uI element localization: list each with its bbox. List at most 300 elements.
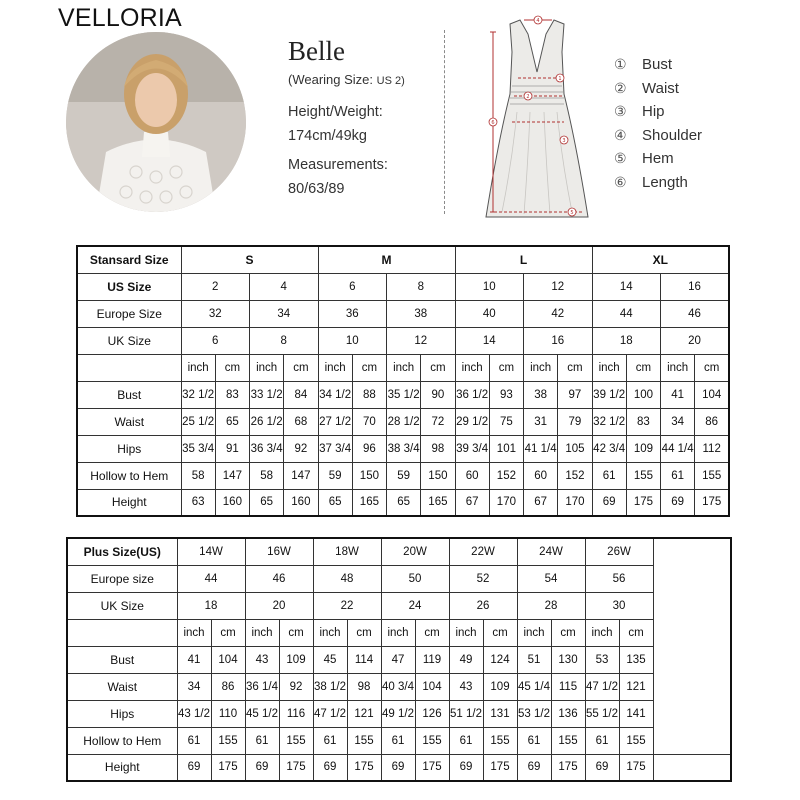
measurement-cell: 26 1/2	[250, 408, 284, 435]
measurement-cell: 92	[284, 435, 318, 462]
unit-cm: cm	[421, 354, 455, 381]
unit-inch: inch	[592, 354, 626, 381]
legend-waist	[614, 80, 702, 104]
plus-uk-cell: 24	[381, 592, 449, 619]
measurement-cell: 25 1/2	[181, 408, 215, 435]
measurement-label: Hips	[77, 435, 181, 462]
plus-measurement-row	[67, 646, 731, 673]
legend-num: ④	[614, 126, 627, 143]
measurement-cell: 69	[177, 754, 211, 781]
measurement-cell: 60	[455, 462, 489, 489]
uk-size-cell: 10	[318, 327, 387, 354]
measurement-cell: 69	[585, 754, 619, 781]
europe-size-cell: 44	[592, 300, 661, 327]
measurement-cell: 165	[421, 489, 455, 516]
measurement-cell: 67	[524, 489, 558, 516]
size-group: M	[318, 246, 455, 273]
measurement-cell: 165	[352, 489, 386, 516]
measurement-cell: 175	[211, 754, 245, 781]
measurement-cell: 160	[215, 489, 249, 516]
measurement-cell: 114	[347, 646, 381, 673]
measurement-cell: 104	[695, 381, 729, 408]
measurement-cell: 147	[215, 462, 249, 489]
measurement-row	[77, 408, 729, 435]
marker-shoulder: 4	[536, 18, 540, 24]
europe-size-cell: 46	[661, 300, 730, 327]
marker-length: 6	[491, 120, 495, 126]
measurement-cell: 32 1/2	[592, 408, 626, 435]
uk-size-cell: 14	[455, 327, 524, 354]
measurement-cell: 41	[661, 381, 695, 408]
measurement-cell: 69	[449, 754, 483, 781]
measurement-cell: 61	[585, 727, 619, 754]
measurement-cell: 150	[352, 462, 386, 489]
europe-size-cell: 32	[181, 300, 250, 327]
measurement-cell: 55 1/2	[585, 700, 619, 727]
measurement-label: Height	[67, 754, 177, 781]
measurement-cell: 75	[489, 408, 523, 435]
measurement-cell: 98	[347, 673, 381, 700]
measurement-cell: 141	[619, 700, 653, 727]
measurement-cell: 79	[558, 408, 592, 435]
size-group: L	[455, 246, 592, 273]
measurement-cell: 98	[421, 435, 455, 462]
measurements-value: 80/63/89	[288, 181, 345, 197]
measurement-cell: 41	[177, 646, 211, 673]
measurement-cell: 84	[284, 381, 318, 408]
measurement-cell: 136	[551, 700, 585, 727]
europe-size-cell: 34	[250, 300, 319, 327]
measurement-cell: 175	[551, 754, 585, 781]
measurement-cell: 91	[215, 435, 249, 462]
measurement-label: Bust	[67, 646, 177, 673]
unit-cm: cm	[347, 619, 381, 646]
unit-cm: cm	[619, 619, 653, 646]
size-group: S	[181, 246, 318, 273]
plus-europe-cell: 44	[177, 565, 245, 592]
europe-size-cell: 38	[387, 300, 456, 327]
measurement-cell: 33 1/2	[250, 381, 284, 408]
measurement-cell: 61	[245, 727, 279, 754]
measurement-cell: 60	[524, 462, 558, 489]
measurement-cell: 175	[415, 754, 449, 781]
unit-cm: cm	[558, 354, 592, 381]
measurement-cell: 70	[352, 408, 386, 435]
measurement-cell: 83	[215, 381, 249, 408]
measurement-cell: 65	[250, 489, 284, 516]
legend-num: ①	[614, 56, 627, 72]
measurement-cell: 155	[211, 727, 245, 754]
measurement-cell: 31	[524, 408, 558, 435]
plus-europe-row	[67, 565, 731, 592]
measurement-cell: 61	[517, 727, 551, 754]
unit-inch: inch	[517, 619, 551, 646]
legend-label: Waist	[642, 79, 679, 97]
measurement-cell: 72	[421, 408, 455, 435]
measurement-cell: 59	[318, 462, 352, 489]
measurement-cell: 36 3/4	[250, 435, 284, 462]
measurement-cell: 43	[245, 646, 279, 673]
measurement-cell: 105	[558, 435, 592, 462]
plus-measurement-row	[67, 700, 731, 727]
plus-measurement-row	[67, 673, 731, 700]
unit-inch: inch	[245, 619, 279, 646]
standard-header-row	[77, 246, 729, 273]
measurement-cell: 51 1/2	[449, 700, 483, 727]
us-size-label: US Size	[77, 273, 181, 300]
measurement-cell: 170	[558, 489, 592, 516]
unit-cm: cm	[626, 354, 660, 381]
measurements-label: Measurements:	[288, 157, 388, 173]
measurement-cell: 170	[489, 489, 523, 516]
plus-us-cell: 16W	[245, 538, 313, 565]
measurement-label: Hips	[67, 700, 177, 727]
us-size-cell: 14	[592, 273, 661, 300]
measurement-cell: 126	[415, 700, 449, 727]
plus-uk-cell: 22	[313, 592, 381, 619]
measurement-cell: 34 1/2	[318, 381, 352, 408]
measurement-cell: 155	[695, 462, 729, 489]
plus-uk-row	[67, 592, 731, 619]
measurement-cell: 61	[449, 727, 483, 754]
measurement-cell: 155	[619, 727, 653, 754]
europe-size-label: Europe Size	[77, 300, 181, 327]
measurement-cell: 69	[313, 754, 347, 781]
measurement-cell: 65	[215, 408, 249, 435]
europe-size-row	[77, 300, 729, 327]
measurement-cell: 36 1/4	[245, 673, 279, 700]
unit-inch: inch	[318, 354, 352, 381]
measurement-cell: 93	[489, 381, 523, 408]
measurement-cell: 86	[211, 673, 245, 700]
plus-size-table	[66, 537, 732, 782]
plus-measurement-row	[67, 727, 731, 754]
measurement-cell: 101	[489, 435, 523, 462]
measurement-cell: 35 3/4	[181, 435, 215, 462]
us-size-cell: 6	[318, 273, 387, 300]
measurement-cell: 147	[284, 462, 318, 489]
legend-num: ⑥	[614, 173, 627, 190]
legend-length	[614, 174, 702, 198]
legend-num: ②	[614, 79, 627, 96]
measurement-label: Bust	[77, 381, 181, 408]
measurement-cell: 104	[211, 646, 245, 673]
measurement-cell: 110	[211, 700, 245, 727]
measurement-cell: 69	[661, 489, 695, 516]
plus-europe-cell: 48	[313, 565, 381, 592]
us-size-row	[77, 273, 729, 300]
measurement-cell: 38 1/2	[313, 673, 347, 700]
measurement-cell: 175	[279, 754, 313, 781]
measurement-cell: 58	[250, 462, 284, 489]
measurement-cell: 34	[177, 673, 211, 700]
measurement-label: Waist	[77, 408, 181, 435]
measurement-cell: 59	[387, 462, 421, 489]
measurement-cell: 116	[279, 700, 313, 727]
measurement-cell: 119	[415, 646, 449, 673]
us-size-cell: 4	[250, 273, 319, 300]
plus-europe-cell: 56	[585, 565, 653, 592]
wearing-size-value: US 2)	[376, 75, 405, 87]
measurement-cell: 175	[626, 489, 660, 516]
unit-cm: cm	[279, 619, 313, 646]
measurement-row	[77, 489, 729, 516]
measurement-cell: 36 1/2	[455, 381, 489, 408]
measurement-label: Height	[77, 489, 181, 516]
europe-size-cell: 36	[318, 300, 387, 327]
unit-inch: inch	[177, 619, 211, 646]
measurement-cell: 49	[449, 646, 483, 673]
plus-us-cell: 20W	[381, 538, 449, 565]
measurement-cell: 155	[551, 727, 585, 754]
legend-hip	[614, 103, 702, 127]
measurement-cell: 109	[483, 673, 517, 700]
europe-size-cell: 40	[455, 300, 524, 327]
measurement-cell: 65	[387, 489, 421, 516]
measurement-cell: 150	[421, 462, 455, 489]
measurement-cell: 34	[661, 408, 695, 435]
uk-size-cell: 18	[592, 327, 661, 354]
measurement-cell: 40 3/4	[381, 673, 415, 700]
measurement-cell: 155	[483, 727, 517, 754]
plus-size-label: Plus Size(US)	[67, 538, 177, 565]
measurement-cell: 130	[551, 646, 585, 673]
plus-uk-cell: 30	[585, 592, 653, 619]
wearing-size-prefix: (Wearing Size:	[288, 72, 374, 87]
measurement-cell: 38	[524, 381, 558, 408]
measurement-cell: 175	[347, 754, 381, 781]
measurement-cell: 155	[415, 727, 449, 754]
plus-us-cell: 26W	[585, 538, 653, 565]
measurement-row	[77, 462, 729, 489]
wearing-size	[288, 72, 405, 87]
measurement-label: Hollow to Hem	[67, 727, 177, 754]
plus-uk-cell: 28	[517, 592, 585, 619]
measurement-cell: 115	[551, 673, 585, 700]
measurement-cell: 135	[619, 646, 653, 673]
unit-corner	[67, 619, 177, 646]
measurement-cell: 67	[455, 489, 489, 516]
measurement-cell: 61	[661, 462, 695, 489]
us-size-cell: 8	[387, 273, 456, 300]
marker-hem: 5	[570, 210, 574, 216]
measurement-cell: 69	[517, 754, 551, 781]
measurement-cell: 100	[626, 381, 660, 408]
measurement-cell: 61	[313, 727, 347, 754]
size-group: XL	[592, 246, 729, 273]
brand-logo: VELLORIA	[58, 4, 182, 32]
measurement-cell: 175	[619, 754, 653, 781]
measurement-cell: 152	[489, 462, 523, 489]
measurement-cell: 69	[245, 754, 279, 781]
legend-label: Length	[642, 173, 688, 191]
measurement-cell: 43 1/2	[177, 700, 211, 727]
unit-inch: inch	[524, 354, 558, 381]
measurement-cell: 175	[483, 754, 517, 781]
measurement-cell: 29 1/2	[455, 408, 489, 435]
marker-waist: 2	[526, 94, 530, 100]
measurement-cell: 27 1/2	[318, 408, 352, 435]
legend-label: Hem	[642, 150, 674, 168]
measurement-cell: 61	[381, 727, 415, 754]
measurement-cell: 131	[483, 700, 517, 727]
unit-cm: cm	[284, 354, 318, 381]
plus-empty-column	[653, 538, 731, 754]
measurement-cell: 28 1/2	[387, 408, 421, 435]
measurement-cell: 109	[279, 646, 313, 673]
measurement-cell: 124	[483, 646, 517, 673]
measurement-cell: 121	[347, 700, 381, 727]
measurement-legend	[614, 56, 702, 198]
dress-sketch	[472, 12, 602, 222]
measurement-row	[77, 435, 729, 462]
height-weight-label: Height/Weight:	[288, 104, 383, 120]
model-photo-illustration	[66, 32, 246, 212]
marker-bust: 1	[558, 76, 562, 82]
unit-inch: inch	[449, 619, 483, 646]
legend-hem	[614, 150, 702, 174]
measurement-cell: 49 1/2	[381, 700, 415, 727]
measurement-label: Hollow to Hem	[77, 462, 181, 489]
measurement-cell: 51	[517, 646, 551, 673]
model-name: Belle	[288, 36, 345, 66]
uk-size-cell: 8	[250, 327, 319, 354]
measurement-cell: 45 1/4	[517, 673, 551, 700]
measurement-row	[77, 381, 729, 408]
measurement-cell: 65	[318, 489, 352, 516]
measurement-cell: 68	[284, 408, 318, 435]
measurement-cell: 96	[352, 435, 386, 462]
measurement-cell: 90	[421, 381, 455, 408]
plus-europe-label: Europe size	[67, 565, 177, 592]
measurement-cell: 175	[695, 489, 729, 516]
height-weight-value: 174cm/49kg	[288, 128, 367, 144]
measurement-cell: 47 1/2	[585, 673, 619, 700]
measurement-cell: 47	[381, 646, 415, 673]
measurement-cell: 44 1/4	[661, 435, 695, 462]
measurement-cell: 69	[381, 754, 415, 781]
measurement-cell: 61	[592, 462, 626, 489]
us-size-cell: 12	[524, 273, 593, 300]
measurement-label: Waist	[67, 673, 177, 700]
standard-size-label: Stansard Size	[77, 246, 181, 273]
plus-europe-cell: 52	[449, 565, 517, 592]
unit-cm: cm	[352, 354, 386, 381]
measurement-cell: 45	[313, 646, 347, 673]
measurement-cell: 112	[695, 435, 729, 462]
plus-us-cell: 14W	[177, 538, 245, 565]
legend-num: ③	[614, 103, 627, 120]
uk-size-row	[77, 327, 729, 354]
unit-cm: cm	[551, 619, 585, 646]
unit-corner	[77, 354, 181, 381]
measurement-cell: 121	[619, 673, 653, 700]
measurement-cell: 38 3/4	[387, 435, 421, 462]
unit-cm: cm	[489, 354, 523, 381]
measurement-cell: 86	[695, 408, 729, 435]
measurement-cell: 63	[181, 489, 215, 516]
plus-measurement-row	[67, 754, 731, 781]
model-photo	[66, 32, 246, 212]
legend-shoulder	[614, 127, 702, 151]
measurement-cell: 92	[279, 673, 313, 700]
plus-europe-cell: 50	[381, 565, 449, 592]
us-size-cell: 16	[661, 273, 730, 300]
measurement-cell: 45 1/2	[245, 700, 279, 727]
measurement-cell: 53	[585, 646, 619, 673]
uk-size-cell: 12	[387, 327, 456, 354]
unit-cm: cm	[211, 619, 245, 646]
measurement-cell: 39 1/2	[592, 381, 626, 408]
us-size-cell: 2	[181, 273, 250, 300]
measurement-cell: 155	[279, 727, 313, 754]
measurement-cell: 109	[626, 435, 660, 462]
us-size-cell: 10	[455, 273, 524, 300]
unit-cm: cm	[415, 619, 449, 646]
legend-bust	[614, 56, 702, 80]
measurement-cell: 39 3/4	[455, 435, 489, 462]
measurement-cell: 83	[626, 408, 660, 435]
legend-label: Hip	[642, 103, 665, 121]
measurement-cell: 69	[592, 489, 626, 516]
unit-inch: inch	[381, 619, 415, 646]
unit-inch: inch	[661, 354, 695, 381]
legend-label: Shoulder	[642, 126, 703, 144]
measurement-cell: 155	[626, 462, 660, 489]
plus-uk-cell: 18	[177, 592, 245, 619]
marker-hip: 3	[562, 138, 566, 144]
unit-inch: inch	[313, 619, 347, 646]
unit-inch: inch	[181, 354, 215, 381]
plus-us-cell: 22W	[449, 538, 517, 565]
unit-row	[77, 354, 729, 381]
uk-size-cell: 20	[661, 327, 730, 354]
measurement-cell: 53 1/2	[517, 700, 551, 727]
plus-us-cell: 24W	[517, 538, 585, 565]
plus-uk-cell: 26	[449, 592, 517, 619]
measurement-cell: 88	[352, 381, 386, 408]
uk-size-label: UK Size	[77, 327, 181, 354]
measurement-cell: 47 1/2	[313, 700, 347, 727]
plus-europe-cell: 54	[517, 565, 585, 592]
plus-header-row	[67, 538, 731, 565]
dress-diagram	[472, 12, 602, 227]
measurement-cell: 160	[284, 489, 318, 516]
europe-size-cell: 42	[524, 300, 593, 327]
divider-line	[444, 30, 445, 214]
plus-uk-label: UK Size	[67, 592, 177, 619]
measurement-cell: 43	[449, 673, 483, 700]
measurement-cell: 42 3/4	[592, 435, 626, 462]
plus-uk-cell: 20	[245, 592, 313, 619]
plus-us-cell: 18W	[313, 538, 381, 565]
plus-europe-cell: 46	[245, 565, 313, 592]
measurement-cell: 61	[177, 727, 211, 754]
plus-unit-row	[67, 619, 731, 646]
measurement-cell: 104	[415, 673, 449, 700]
uk-size-cell: 6	[181, 327, 250, 354]
uk-size-cell: 16	[524, 327, 593, 354]
measurement-cell: 155	[347, 727, 381, 754]
unit-cm: cm	[695, 354, 729, 381]
unit-inch: inch	[250, 354, 284, 381]
standard-size-table	[76, 245, 730, 517]
measurement-cell: 97	[558, 381, 592, 408]
legend-label: Bust	[642, 56, 673, 73]
unit-inch: inch	[455, 354, 489, 381]
measurement-cell: 58	[181, 462, 215, 489]
unit-inch: inch	[387, 354, 421, 381]
